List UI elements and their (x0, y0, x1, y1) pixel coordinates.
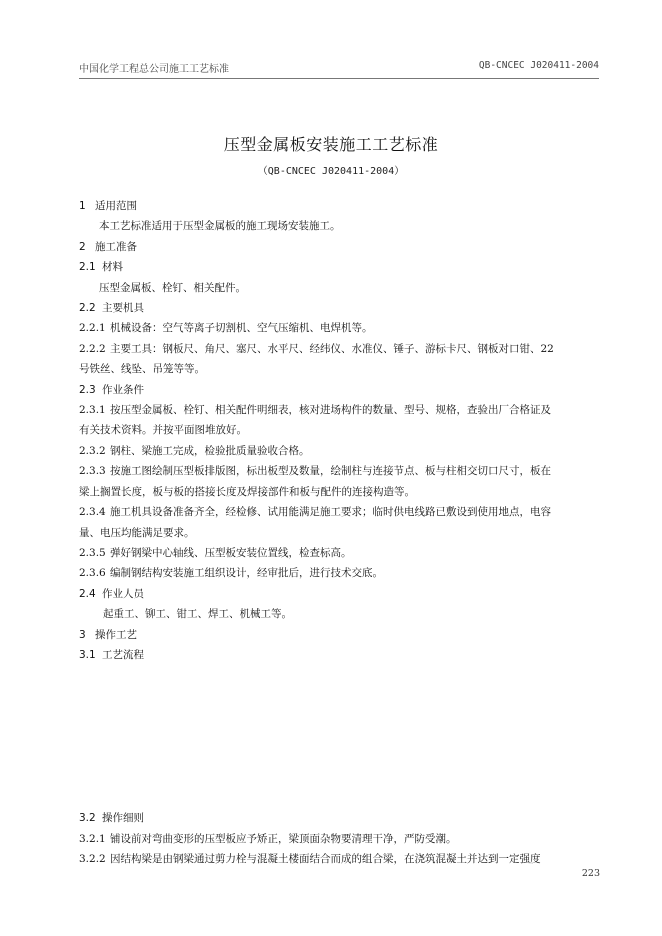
section-text: 编制钢结构安装施工组织设计，经审批后，进行技术交底。 (110, 567, 383, 580)
section-number: 2.1 (79, 261, 96, 274)
section-2-3-4 (79, 502, 601, 522)
section-number: 2.3.2 (79, 444, 106, 457)
section-number: 3 (79, 628, 86, 641)
section-3-2-2 (79, 849, 601, 869)
section-2-4-text: 起重工、铆工、钳工、焊工、机械工等。 (103, 608, 292, 621)
section-title: 操作细则 (102, 812, 144, 825)
section-3-1-heading (79, 645, 601, 665)
section-number: 2.3 (79, 383, 96, 396)
header-rule (79, 78, 599, 79)
section-title: 操作工艺 (95, 628, 137, 641)
process-flow-blank-area (79, 665, 601, 808)
section-title: 作业人员 (102, 587, 144, 600)
header-left-text: 中国化学工程总公司施工工艺标准 (79, 64, 229, 75)
section-2-heading (79, 237, 601, 257)
document-body (79, 196, 601, 870)
section-2-1-text: 压型金属板、栓钉、相关配件。 (99, 281, 246, 294)
section-text: 弹好钢梁中心轴线、压型板安装位置线，检查标高。 (110, 546, 352, 559)
section-2-2-1 (79, 318, 601, 338)
section-title: 施工准备 (95, 240, 137, 253)
section-number: 3.2.1 (79, 832, 106, 845)
section-2-3-3-cont: 梁上搁置长度，板与板的搭接长度及焊接部件和板与配件的连接构造等。 (79, 485, 415, 498)
section-2-2-2 (79, 339, 601, 359)
section-title: 适用范围 (95, 200, 137, 212)
section-text: 钢柱、梁施工完成，检验批质量验收合格。 (110, 444, 310, 457)
section-number: 3.2.2 (79, 853, 106, 866)
section-text: 因结构梁是由钢梁通过剪力栓与混凝土楼面结合而成的组合梁，在浇筑混凝土并达到一定强度 (110, 853, 541, 866)
section-2-3-5 (79, 543, 601, 563)
section-title: 主要机具 (102, 302, 144, 315)
section-title: 作业条件 (102, 383, 144, 396)
section-2-3-1 (79, 400, 601, 420)
section-number: 2.3.5 (79, 546, 106, 559)
section-number: 2.3.6 (79, 567, 106, 580)
section-2-3-2 (79, 441, 601, 461)
section-number: 2.3.4 (79, 506, 106, 519)
section-2-4-heading (79, 584, 601, 604)
section-title: 工艺流程 (102, 648, 144, 661)
section-number: 1 (79, 200, 86, 212)
section-text: 主要工具：钢板尺、角尺、塞尺、水平尺、经纬仪、水准仪、锤子、游标卡尺、钢板对口钳、22 (110, 342, 554, 355)
section-3-2-1 (79, 829, 601, 849)
section-2-2-2-cont: 号铁丝、线坠、吊笼等等。 (79, 363, 205, 376)
section-text: 机械设备：空气等离子切割机、空气压缩机、电焊机等。 (110, 322, 373, 335)
section-2-1-heading (79, 257, 601, 277)
section-2-3-1-cont: 有关技术资料。并按平面图堆放好。 (79, 424, 247, 437)
section-2-2-heading (79, 298, 601, 318)
section-number: 2 (79, 240, 86, 253)
section-2-3-heading (79, 380, 601, 400)
section-text: 按压型金属板、栓钉、相关配件明细表，核对进场构件的数量、型号、规格，查验出厂合格证及 (110, 404, 551, 417)
section-2-3-3 (79, 461, 601, 481)
section-number: 2.3.1 (79, 404, 106, 417)
section-text: 按施工图绘制压型板排版图，标出板型及数量，绘制柱与连接节点、板与柱相交切口尺寸，板在 (110, 465, 551, 478)
header-right-text: QB-CNCEC J020411-2004 (478, 60, 599, 71)
section-1-heading (79, 196, 601, 216)
section-number: 3.1 (79, 648, 96, 661)
section-text: 铺设前对弯曲变形的压型板应予矫正，梁顶面杂物要清理干净，严防受潮。 (110, 832, 457, 845)
section-3-2-heading (79, 808, 601, 828)
section-title: 材料 (102, 261, 123, 274)
document-title: 压型金属板安装施工工艺标准 (223, 135, 439, 154)
page-number: 223 (581, 868, 600, 879)
section-number: 2.2 (79, 302, 96, 315)
section-text: 施工机具设备准备齐全，经检修、试用能满足施工要求；临时供电线路已敷设到使用地点，电容 (110, 506, 551, 519)
section-number: 2.2.2 (79, 342, 106, 355)
section-1-text: 本工艺标准适用于压型金属板的施工现场安装施工。 (99, 220, 341, 233)
section-2-3-6 (79, 563, 601, 583)
section-3-heading (79, 625, 601, 645)
section-number: 2.4 (79, 587, 96, 600)
section-2-3-4-cont: 量、电压均能满足要求。 (79, 526, 195, 539)
section-number: 2.2.1 (79, 322, 106, 335)
section-number: 2.3.3 (79, 465, 106, 478)
section-number: 3.2 (79, 812, 96, 825)
document-code: （QB-CNCEC J020411-2004） (257, 166, 405, 177)
